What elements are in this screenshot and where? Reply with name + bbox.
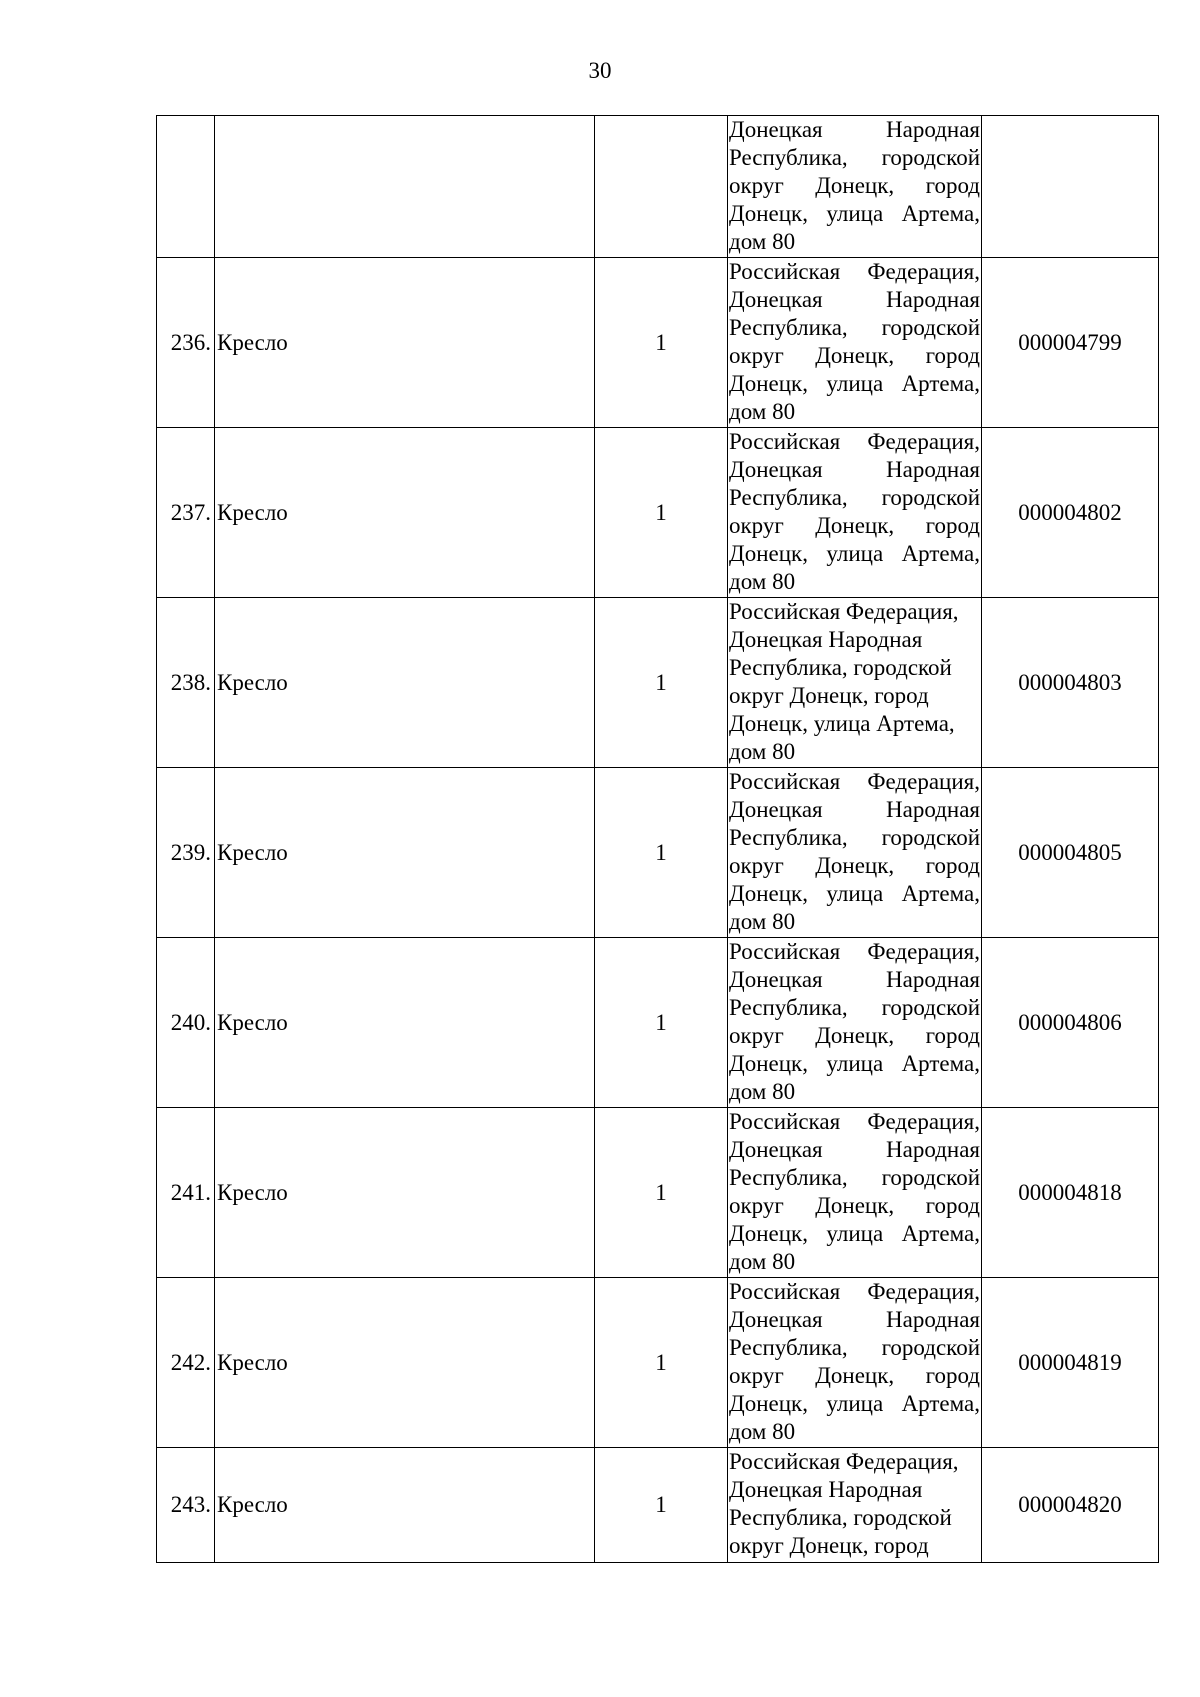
row-number-cell: 239. [157,768,215,938]
address-line: Республика, городской [729,1335,980,1360]
address-line: округ Донецк, город [729,343,980,368]
item-name-cell: Кресло [215,1448,595,1563]
address-line: Донецкая Народная [729,1307,980,1332]
address-line: округ Донецк, город [729,1023,980,1048]
item-name-cell: Кресло [215,938,595,1108]
item-name-cell: Кресло [215,1278,595,1448]
address-line: Республика, городской [729,1165,980,1190]
quantity-cell: 1 [595,768,728,938]
item-name-cell: Кресло [215,428,595,598]
address-text [729,428,980,596]
address-line: дом 80 [729,909,796,934]
address-line: округ Донецк, город [729,1363,980,1388]
address-line: Российская Федерация, [729,1109,980,1134]
address-cell [728,938,982,1108]
address-line: Донецк, улица Артема, [729,881,980,906]
table-row [157,116,1159,258]
address-line: Республика, городской [729,995,980,1020]
inventory-number-cell: 000004806 [982,938,1159,1108]
address-line: Донецкая Народная [729,627,923,652]
address-line: Российская Федерация, [729,259,980,284]
address-line: Российская Федерация, [729,769,980,794]
address-line: Донецкая Народная [729,457,980,482]
address-text [729,116,980,256]
address-line: округ Донецк, город [729,1533,929,1558]
table-row [157,258,1159,428]
address-line: Донецкая Народная [729,287,980,312]
address-line: Донецк, улица Артема, [729,371,980,396]
row-number-cell: 237. [157,428,215,598]
inventory-table [156,115,1159,1563]
row-number-cell: 236. [157,258,215,428]
address-line: Донецк, улица Артема, [729,1051,980,1076]
address-line: Донецк, улица Артема, [729,201,980,226]
inventory-number-cell: 000004799 [982,258,1159,428]
address-line: Российская Федерация, [729,429,980,454]
quantity-cell: 1 [595,598,728,768]
quantity-cell: 1 [595,1108,728,1278]
address-line: Республика, городской [729,485,980,510]
address-line: дом 80 [729,229,796,254]
quantity-cell [595,116,728,258]
inventory-number-cell: 000004802 [982,428,1159,598]
inventory-number-cell: 000004820 [982,1448,1159,1563]
address-line: Донецкая Народная [729,967,980,992]
address-line: округ Донецк, город [729,853,980,878]
inventory-number-cell: 000004803 [982,598,1159,768]
quantity-cell: 1 [595,1278,728,1448]
quantity-cell: 1 [595,428,728,598]
table-row [157,1278,1159,1448]
address-text [729,1278,980,1446]
address-line: округ Донецк, город [729,173,980,198]
address-cell [728,1108,982,1278]
row-number-cell: 241. [157,1108,215,1278]
address-line: Республика, городской [729,1505,952,1530]
quantity-cell: 1 [595,258,728,428]
address-line: Донецкая Народная [729,117,980,142]
item-name-cell: Кресло [215,598,595,768]
address-cell [728,1278,982,1448]
address-line: Донецк, улица Артема, [729,541,980,566]
address-line: Российская Федерация, [729,1449,959,1474]
item-name-cell [215,116,595,258]
address-line: Российская Федерация, [729,599,959,624]
address-cell [728,598,982,768]
row-number-cell: 240. [157,938,215,1108]
quantity-cell: 1 [595,1448,728,1563]
address-cell [728,428,982,598]
address-line: Российская Федерация, [729,939,980,964]
address-cell [728,768,982,938]
table-row [157,1448,1159,1563]
item-name-cell: Кресло [215,1108,595,1278]
address-line: Российская Федерация, [729,1279,980,1304]
address-line: округ Донецк, город [729,1193,980,1218]
address-text [729,938,980,1106]
address-line: Донецк, улица Артема, [729,1221,980,1246]
address-cell [728,258,982,428]
address-text [729,768,980,936]
table-row [157,428,1159,598]
address-text [729,598,980,766]
address-line: округ Донецк, город [729,513,980,538]
quantity-cell: 1 [595,938,728,1108]
address-line: Донецкая Народная [729,797,980,822]
address-line: округ Донецк, город [729,683,929,708]
address-line: Республика, городской [729,315,980,340]
item-name-cell: Кресло [215,768,595,938]
address-text [729,258,980,426]
address-cell [728,1448,982,1563]
address-line: дом 80 [729,399,796,424]
row-number-cell: 238. [157,598,215,768]
page-number: 30 [588,58,612,83]
address-line: дом 80 [729,1419,796,1444]
address-line: дом 80 [729,1249,796,1274]
inventory-number-cell [982,116,1159,258]
inventory-number-cell: 000004819 [982,1278,1159,1448]
address-line: дом 80 [729,569,796,594]
address-text [729,1448,980,1560]
inventory-number-cell: 000004818 [982,1108,1159,1278]
address-line: Республика, городской [729,655,952,680]
address-text [729,1108,980,1276]
address-line: Республика, городской [729,825,980,850]
table-row [157,1108,1159,1278]
address-line: Донецкая Народная [729,1137,980,1162]
address-line: Донецк, улица Артема, [729,1391,980,1416]
row-number-cell: 242. [157,1278,215,1448]
table-row [157,938,1159,1108]
inventory-number-cell: 000004805 [982,768,1159,938]
address-line: дом 80 [729,739,796,764]
item-name-cell: Кресло [215,258,595,428]
row-number-cell [157,116,215,258]
table-row [157,598,1159,768]
row-number-cell: 243. [157,1448,215,1563]
address-line: Республика, городской [729,145,980,170]
address-line: дом 80 [729,1079,796,1104]
address-cell [728,116,982,258]
address-line: Донецк, улица Артема, [729,711,955,736]
inventory-table-body [157,116,1159,1563]
address-line: Донецкая Народная [729,1477,923,1502]
table-row [157,768,1159,938]
